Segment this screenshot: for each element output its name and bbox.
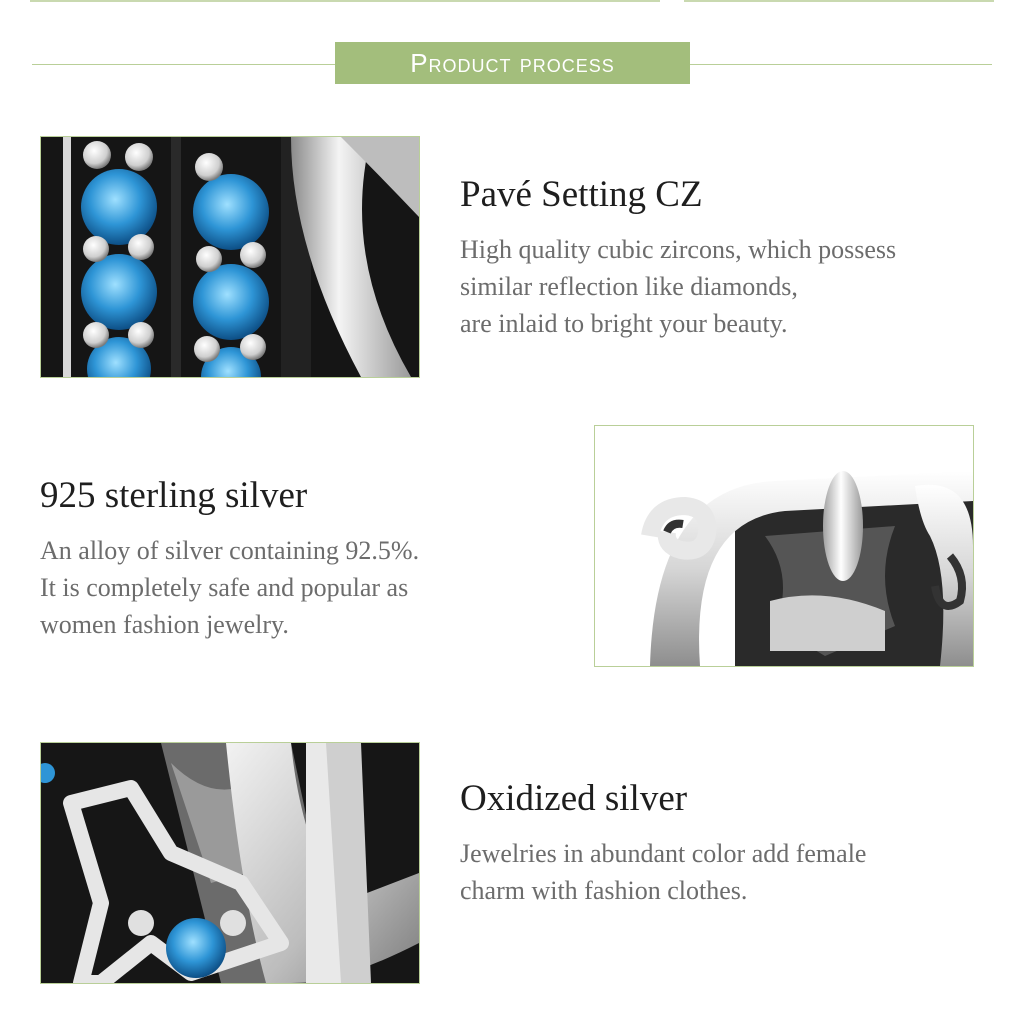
feature-description (460, 835, 866, 909)
feature-description-line: similar reflection like diamonds, (460, 272, 798, 301)
feature-title: Pavé Setting CZ (460, 174, 703, 215)
feature-oxidized-silver (460, 777, 866, 909)
feature-pave-setting (460, 173, 896, 342)
feature-description-line: Jewelries in abundant color add female (460, 839, 867, 868)
feature-description-line: are inlaid to bright your beauty. (460, 309, 788, 338)
header-line-left (32, 64, 335, 65)
feature-description-line: charm with fashion clothes. (460, 876, 748, 905)
pave-stones-image (41, 137, 419, 377)
header-line-right (690, 64, 992, 65)
oxidized-silver-photo (40, 742, 420, 984)
feature-description-line: High quality cubic zircons, which possess (460, 235, 897, 264)
sterling-silver-photo (594, 425, 974, 667)
section-header: Product process (335, 42, 690, 84)
silver-scroll-image (595, 426, 973, 666)
feature-sterling-silver (40, 474, 419, 643)
feature-description (40, 532, 419, 643)
feature-description-line: An alloy of silver containing 92.5%. (40, 536, 420, 565)
top-rule-left (30, 0, 660, 2)
pave-setting-photo (40, 136, 420, 378)
feature-title: Oxidized silver (460, 778, 688, 819)
top-rule-right (684, 0, 994, 2)
feature-description-line: It is completely safe and popular as (40, 573, 409, 602)
feature-title: 925 sterling silver (40, 475, 308, 516)
oxidized-star-image (41, 743, 419, 983)
feature-description (460, 231, 896, 342)
feature-description-line: women fashion jewelry. (40, 610, 289, 639)
